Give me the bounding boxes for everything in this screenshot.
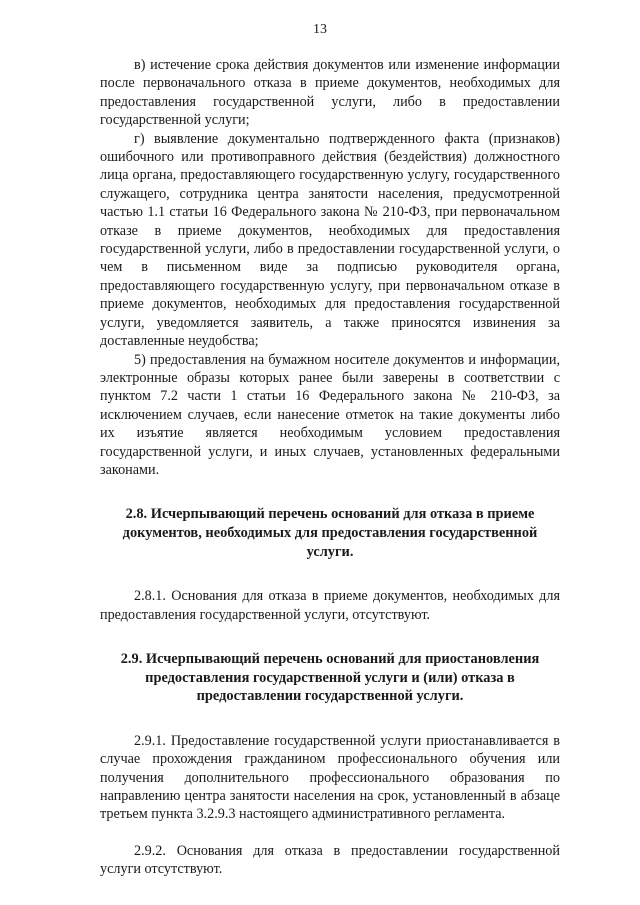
paragraph-2-9-1: 2.9.1. Предоставление государственной услуги приостанавливается в случае прохождения гражданином профессионального обучения или получения дополнительного профессионального образования по направлению центра занятости населения на срок, установленный в абзаце третьем пункта 3.2.9.3 настоящего административного регламента. — [100, 732, 560, 823]
document-body — [100, 56, 560, 879]
paragraph-v: в) истечение срока действия документов или изменение информации после первоначального отказа в приеме документов, необходимых для предоставления государственной услуги, либо в предоставлении государственной услуги; — [100, 57, 560, 129]
page-number: 13 — [313, 22, 327, 37]
section-heading-2-8: 2.8. Исчерпывающий перечень оснований для отказа в приеме документов, необходимых для предоставления государственной услуги. — [122, 506, 538, 560]
paragraph-2-9-2: 2.9.2. Основания для отказа в предоставлении государственной услуги отсутствуют. — [100, 842, 560, 878]
paragraph-5: 5) предоставления на бумажном носителе документов и информации, электронные образы которых ранее были заверены в соответствии с пунктом 7.2 части 1 статьи 16 Федерального закона № 210-ФЗ, за исключением случаев, если нанесение отметок на такие документы либо их изъятие является необходимым условием предоставления государственной услуги, и иных случаев, установленных федеральными законами. — [100, 351, 560, 478]
paragraph-2-8-1: 2.8.1. Основания для отказа в приеме документов, необходимых для предоставления государственной услуги, отсутствуют. — [100, 588, 560, 623]
section-heading-2-9: 2.9. Исчерпывающий перечень оснований для приостановления предоставления государственной услуги и (или) отказа в предоставлении государственной услуги. — [120, 650, 540, 705]
paragraph-g: г) выявление документально подтвержденного факта (признаков) ошибочного или противоправного действия (бездействия) должностного лица органа, предоставляющего государственную услугу, государственного служащего, сотрудника центра занятости населения, предусмотренной частью 1.1 статьи 16 Федерального закона № 210-ФЗ, при первоначальном отказе в приеме документов, необходимых для предоставления государственной услуги, либо в предоставлении государственной услуги, о чем в письменном виде за подписью руководителя органа, предоставляющего государственную услугу, при первоначальном отказе в приеме документов, необходимых для предоставления государственной услуги, уведомляется заявитель, а также приносятся извинения за доставленные неудобства; — [100, 130, 560, 350]
